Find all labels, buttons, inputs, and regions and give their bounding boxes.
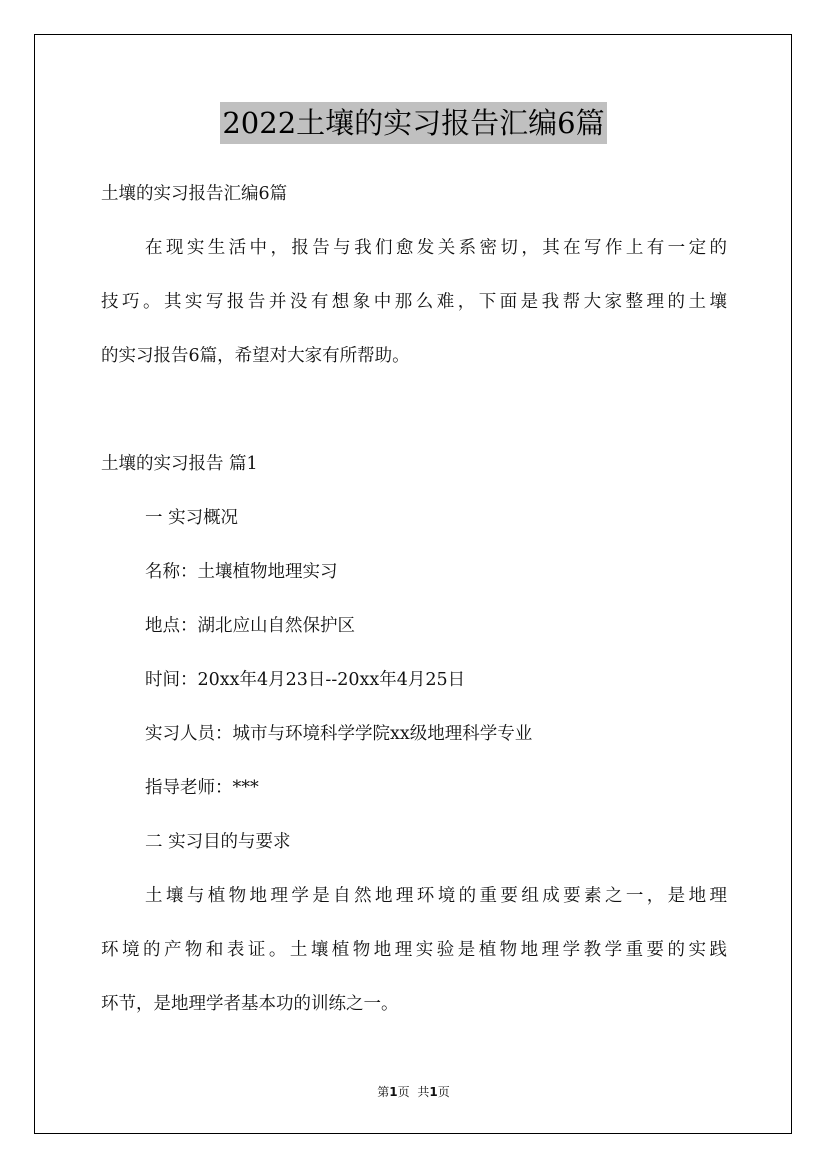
section-item: 时间：20xx年4月23日--20xx年4月25日 — [145, 670, 466, 690]
footer-page-suffix: 页 — [397, 1085, 410, 1099]
page-footer — [0, 1084, 827, 1100]
intro-line-1: 在现实生活中，报告与我们愈发关系密切，其在写作上有一定的 — [145, 238, 727, 258]
body-line-1: 土壤与植物地理学是自然地理环境的重要组成要素之一，是地理 — [145, 886, 727, 906]
footer-total-suffix: 页 — [437, 1085, 450, 1099]
body-line-3: 环节，是地理学者基本功的训练之一。 — [101, 994, 399, 1014]
document-title-text: 2022土壤的实习报告汇编6篇 — [220, 102, 606, 144]
section-item: 二 实习目的与要求 — [145, 832, 291, 852]
section-item: 实习人员：城市与环境科学学院xx级地理科学专业 — [145, 724, 533, 744]
document-subtitle: 土壤的实习报告汇编6篇 — [101, 184, 288, 204]
intro-line-2: 技巧。其实写报告并没有想象中那么难，下面是我帮大家整理的土壤 — [101, 292, 727, 312]
section-item: 名称：土壤植物地理实习 — [145, 562, 338, 582]
section-item: 地点：湖北应山自然保护区 — [145, 616, 355, 636]
footer-page-prefix: 第 — [377, 1085, 390, 1099]
section-item: 一 实习概况 — [145, 508, 239, 528]
footer-total-prefix: 共 — [417, 1085, 430, 1099]
body-line-2: 环境的产物和表证。土壤植物地理实验是植物地理学教学重要的实践 — [101, 940, 727, 960]
document-title — [0, 101, 827, 144]
intro-line-3: 的实习报告6篇，希望对大家有所帮助。 — [101, 346, 410, 366]
section-heading: 土壤的实习报告 篇1 — [101, 454, 258, 474]
footer-total-number: 1 — [429, 1085, 438, 1099]
footer-page-number: 1 — [389, 1085, 398, 1099]
section-item: 指导老师：*** — [145, 778, 259, 798]
